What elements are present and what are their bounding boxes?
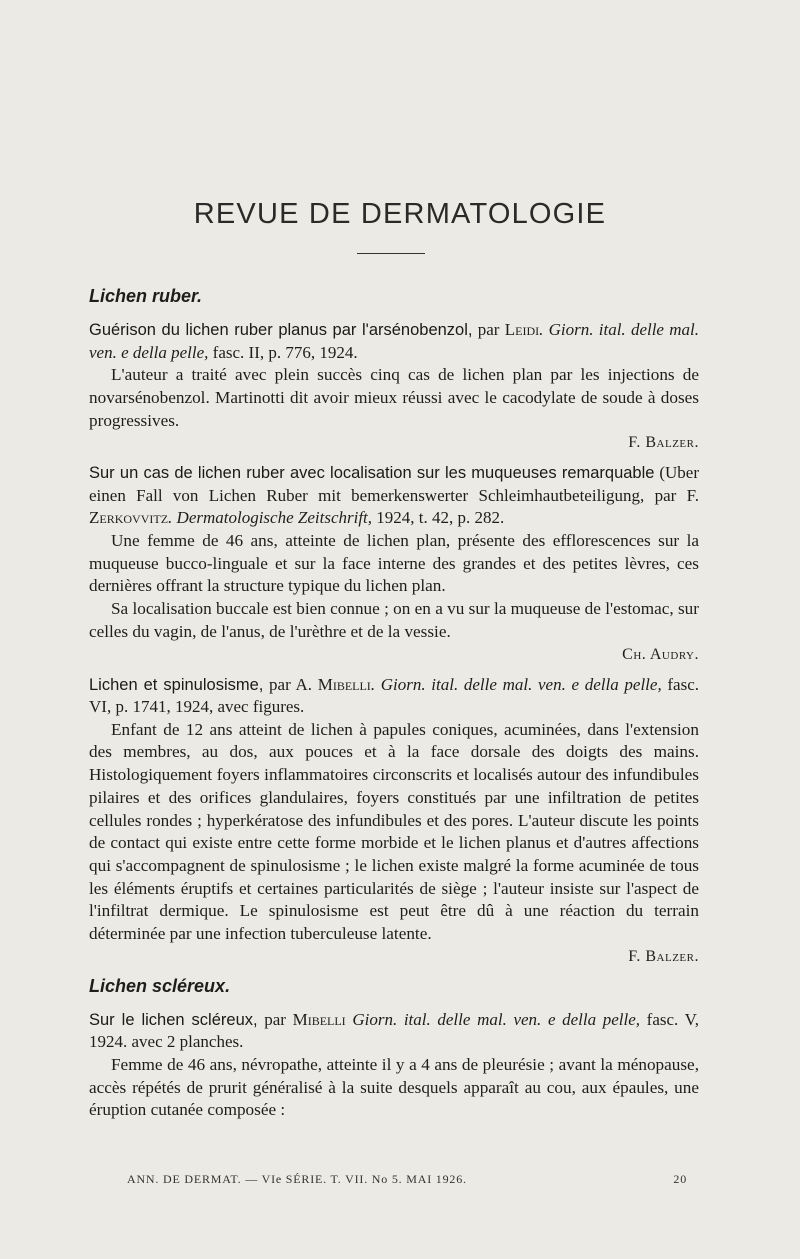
author-name: Leidi: [504, 320, 540, 339]
body-paragraph: Enfant de 12 ans atteint de lichen à papules coniques, acuminées, dans l'extension des membres, au dos, aux pouces et à la face dorsale des doigts des mains. Histologiquement foyers inflammatoires circonscrits et localisés autour des infundibules pilaires et des orifices glandulaires, foyers constitués par une infiltration de petites cellules rondes ; hyperkératose des infundibules et des pores. L'auteur discute les points de contact qui existe entre cette forme morbide et le lichen planus et d'autres affections qui s'accompagnent de spinulosisme ; le lichen existe malgré la forme acuminée de tous les éléments éruptifs et certaines particularités de siège ; l'auteur insiste sur l'aspect de l'infiltrat dermique. Le spinulosisme est peut être dû à une réaction du terrain déterminée par une infection tuberculeuse latente.: [89, 719, 699, 944]
body-paragraph: Sa localisation buccale est bien connue ; on en a vu sur la muqueuse de l'estomac, sur celles du vagin, de l'anus, de l'urèthre et de la vessie.: [89, 599, 699, 641]
ref-text: (Uber einen Fall von Lichen Ruber mit bemerkenswerter Schleimhautbeteiligung, par F.: [89, 463, 699, 505]
article-entry: [89, 462, 699, 665]
body-paragraph: Femme de 46 ans, névropathe, atteinte il y a 4 ans de pleurésie ; avant la ménopause, accès répétés de prurit généralisé à la suite desquels apparaît au cou, aux épaules, une éruption cutanée composée :: [89, 1055, 699, 1120]
journal-name: . Giorn. ital. delle mal. ven. e della pelle,: [89, 320, 699, 362]
section-title: Lichen ruber.: [89, 286, 203, 306]
author-name: Zerkovvitz: [89, 508, 169, 528]
page-number: 20: [673, 1172, 687, 1186]
ref-details: fasc. VI, p. 1741, 1924, avec figures.: [89, 674, 699, 717]
article-reference: [89, 462, 699, 530]
article-entry: [89, 319, 699, 454]
author-name: Mibelli: [292, 1009, 346, 1029]
ref-text: par: [257, 1009, 293, 1029]
author-name: Mibelli: [317, 674, 371, 694]
ref-text: par: [472, 320, 505, 339]
ref-details: 1924, t. 42, p. 282.: [372, 508, 505, 528]
title-rule: [357, 253, 425, 254]
ref-details: fasc. II, p. 776, 1924.: [208, 342, 358, 362]
article-heading: Guérison du lichen ruber planus par l'arsénobenzol,: [89, 321, 473, 339]
journal-footer: ANN. DE DERMAT. — VIe SÉRIE. T. VII. No 5. MAI 1926.: [127, 1172, 467, 1186]
reviewer-signature: F. Balzer.: [628, 434, 699, 452]
article-heading: Sur un cas de lichen ruber avec localisation sur les muqueuses remarquable: [89, 464, 655, 483]
journal-name: . Giorn. ital. delle mal. ven. e della pelle,: [370, 674, 662, 694]
ref-details: fasc. V, 1924. avec 2 planches.: [89, 1009, 699, 1052]
journal-name: Giorn. ital. delle mal. ven. e della pelle,: [345, 1009, 641, 1029]
article-reference: [89, 319, 699, 364]
article-entry: [89, 674, 699, 968]
page-title: REVUE DE DERMATOLOGIE: [193, 198, 607, 230]
section-title: Lichen scléreux.: [89, 975, 231, 996]
article-reference: [89, 674, 699, 719]
article-reference: [89, 1009, 699, 1054]
main-column: [89, 286, 699, 1128]
body-paragraph: L'auteur a traité avec plein succès cinq cas de lichen plan par les injections de novarsénobenzol. Martinotti dit avoir mieux réussi avec le cacodylate de soude à doses progressives.: [89, 365, 699, 430]
article-heading: Sur le lichen scléreux,: [89, 1010, 258, 1029]
reviewer-signature: Ch. Audry.: [622, 645, 699, 663]
reviewer-signature: F. Balzer.: [628, 947, 699, 965]
body-paragraph: Une femme de 46 ans, atteinte de lichen plan, présente des efflorescences sur la muqueuse bucco-linguale et sur la face interne des grandes et des petites lèvres, ces dernières offrant la structure typique du lichen plan.: [89, 531, 699, 596]
ref-text: par A.: [263, 674, 318, 694]
page-footer: [127, 1172, 687, 1187]
article-entry: [89, 1009, 699, 1122]
article-heading: Lichen et spinulosisme,: [89, 675, 264, 694]
journal-name: . Dermatologische Zeitschrift,: [168, 508, 373, 528]
